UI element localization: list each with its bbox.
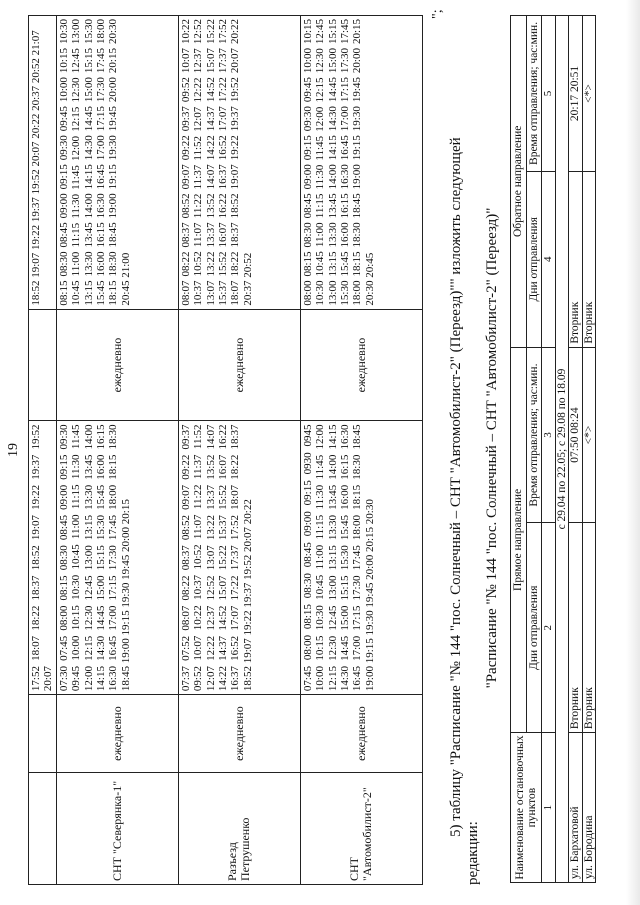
column-number: 3: [542, 347, 556, 523]
page-number: 19: [6, 443, 21, 457]
forward-days-cell: Вторник: [569, 523, 583, 733]
closing-quote: ";: [430, 9, 445, 19]
reverse-times-cell: 08:00 08:15 08:30 08:45 09:00 09:15 09:30 09:45 10:00 10:15 10:30 10:45 11:00 11:15 11:30 11:45 12:00 12:15 12:30 12:45 13:00 13:15 13:30 13:45 14:00 14:15 14:30 14:45 15:00 15:15 15:30 15:45 16:00 16:15 16:30 16:45 17:00 17:15 17:30 17:45 18:00 18:15 18:30 18:45 19:00 19:15 19:30 19:45 20:00 20:15 20:30 20:45: [300, 16, 422, 310]
column-number: 2: [542, 523, 556, 733]
forward-times-cell: 07:37 07:52 08:07 08:22 08:37 08:52 09:07 09:22 09:37 09:52 10:07 10:22 10:37 10:52 11:07 11:22 11:37 11:52 12:07 12:22 12:37 12:52 13:07 13:22 13:37 13:52 14:07 14:22 14:37 14:52 15:07 15:22 15:37 15:52 16:07 16:22 16:37 16:52 17:07 17:22 17:37 17:52 18:07 18:22 18:37 18:52 19:07 19:22 19:37 19:52 20:07 20:22: [178, 421, 300, 695]
stop-name-cell: ул. Бархатовой: [569, 733, 583, 883]
days-cell: [29, 695, 57, 773]
forward-time-header: Время отправления; час:мин.: [526, 347, 542, 523]
stop-name-cell: Разъезд Петрушенко: [178, 773, 300, 885]
column-number: 5: [542, 16, 556, 172]
table-row: [29, 16, 57, 885]
new-schedule-table: [510, 15, 596, 883]
forward-times-cell: 07:30 07:45 08:00 08:15 08:30 08:45 09:00 09:15 09:30 09:45 10:00 10:15 10:30 10:45 11:00 11:15 11:30 11:45 12:00 12:15 12:30 12:45 13:00 13:15 13:30 13:45 14:00 14:15 14:30 14:45 15:00 15:15 15:30 15:45 16:00 16:15 16:30 16:45 17:00 17:15 17:30 17:45 18:00 18:15 18:30 18:45 19:00 19:15 19:30 19:45 20:00 20:15: [56, 421, 178, 695]
column-number-row: [542, 16, 556, 883]
reverse-times-cell: 18:52 19:07 19:22 19:37 19:52 20:07 20:22 20:37 20:52 21:07: [29, 16, 57, 310]
amendment-paragraph: [448, 15, 482, 885]
stop-name-header: Наименование остановочных пунктов: [511, 733, 542, 883]
scan-edge-shadow: [626, 0, 640, 905]
header-row: [511, 16, 527, 883]
reverse-time-header: Время отправления; час:мин.: [526, 16, 542, 172]
amendment-line: 5) таблицу "Расписание "№ 144 "пос. Солнечный – СНТ "Автомобилист-2" (Переезд)"" изложить следующей: [448, 137, 464, 837]
column-number: 4: [542, 171, 556, 347]
reverse-days-cell: ежедневно: [56, 309, 178, 421]
rotated-document-page: [0, 3, 620, 893]
reverse-days-cell: ежедневно: [178, 309, 300, 421]
reverse-days-cell: Вторник: [569, 171, 583, 347]
reverse-times-cell: 08:15 08:30 08:45 09:00 09:15 09:30 09:45 10:00 10:15 10:30 10:45 11:00 11:15 11:30 11:45 12:00 12:15 12:30 12:45 13:00 13:15 13:30 13:45 14:00 14:15 14:30 14:45 15:00 15:15 15:30 15:45 16:00 16:15 16:30 16:45 17:00 17:15 17:30 17:45 18:00 18:15 18:30 18:45 19:00 19:15 19:30 19:45 20:00 20:15 20:30 20:45 21:00: [56, 16, 178, 310]
forward-days-cell: ежедневно: [300, 695, 422, 773]
reverse-time-cell: <*>: [582, 16, 596, 172]
reverse-times-cell: 08:07 08:22 08:37 08:52 09:07 09:22 09:37 09:52 10:07 10:22 10:37 10:52 11:07 11:22 11:37 11:52 12:07 12:22 12:37 12:52 13:07 13:22 13:37 13:52 14:07 14:22 14:37 14:52 15:07 15:22 15:37 15:52 16:07 16:22 16:37 16:52 17:07 17:22 17:37 17:52 18:07 18:22 18:37 18:52 19:07 19:22 19:37 19:52 20:07 20:22 20:37 20:52: [178, 16, 300, 310]
stop-name-cell: ул. Бородина: [582, 733, 596, 883]
forward-days-cell: ежедневно: [178, 695, 300, 773]
stop-name-cell: СНТ "Автомобилист-2": [300, 773, 422, 885]
forward-days-cell: Вторник: [582, 523, 596, 733]
amendment-line: редакции:: [465, 821, 481, 885]
reverse-days-header: Дни отправления: [526, 171, 542, 347]
forward-times-cell: 07:45 08:00 08:15 08:30 08:45 09:00 09:15 0930 0945 10:00 10:15 10:30 10:45 11:00 11:15 11:30 11:45 12:00 12:15 12:30 12:45 13:00 13:15 13:30 13:45 14:00 14:15 14:30 14:45 15:00 15:15 15:30 15:45 16:00 16:15 16:30 16:45 17:00 17:15 17:30 17:45 18:00 18:15 18:30 18:45 19:00 19:15 19:30 19:45 20:00 20:15 20:30: [300, 421, 422, 695]
table-row: [569, 16, 583, 883]
forward-time-cell: 07:50 08:24: [569, 347, 583, 523]
table-row: [178, 16, 300, 885]
reverse-days-cell: ежедневно: [300, 309, 422, 421]
reverse-days-cell: Вторник: [582, 171, 596, 347]
stop-name-cell: СНТ "Северянка-1": [56, 773, 178, 885]
forward-days-cell: ежедневно: [56, 695, 178, 773]
new-table-caption: "Расписание "№ 144 "пос. Солнечный – СНТ "Автомобилист-2" (Переезд)": [484, 207, 500, 689]
forward-direction-header: Прямое направление: [511, 347, 527, 733]
days-cell: [29, 309, 57, 421]
period-row: [555, 16, 569, 883]
schedule-table-continued: [28, 15, 423, 885]
forward-days-header: Дни отправления: [526, 523, 542, 733]
table-row: [582, 16, 596, 883]
reverse-direction-header: Обратное направление: [511, 16, 527, 348]
table-row: [300, 16, 422, 885]
stop-name-cell: [29, 773, 57, 885]
table-row: [56, 16, 178, 885]
forward-time-cell: <*>: [582, 347, 596, 523]
reverse-time-cell: 20:17 20:51: [569, 16, 583, 172]
column-number: 1: [542, 733, 556, 883]
period-cell: с 29.04 по 22.05; с 29.08 по 18.09: [555, 16, 569, 883]
forward-times-cell: 17:52 18:07 18:22 18:37 18:52 19:07 19:22 19:37 19:52 20:07: [29, 421, 57, 695]
